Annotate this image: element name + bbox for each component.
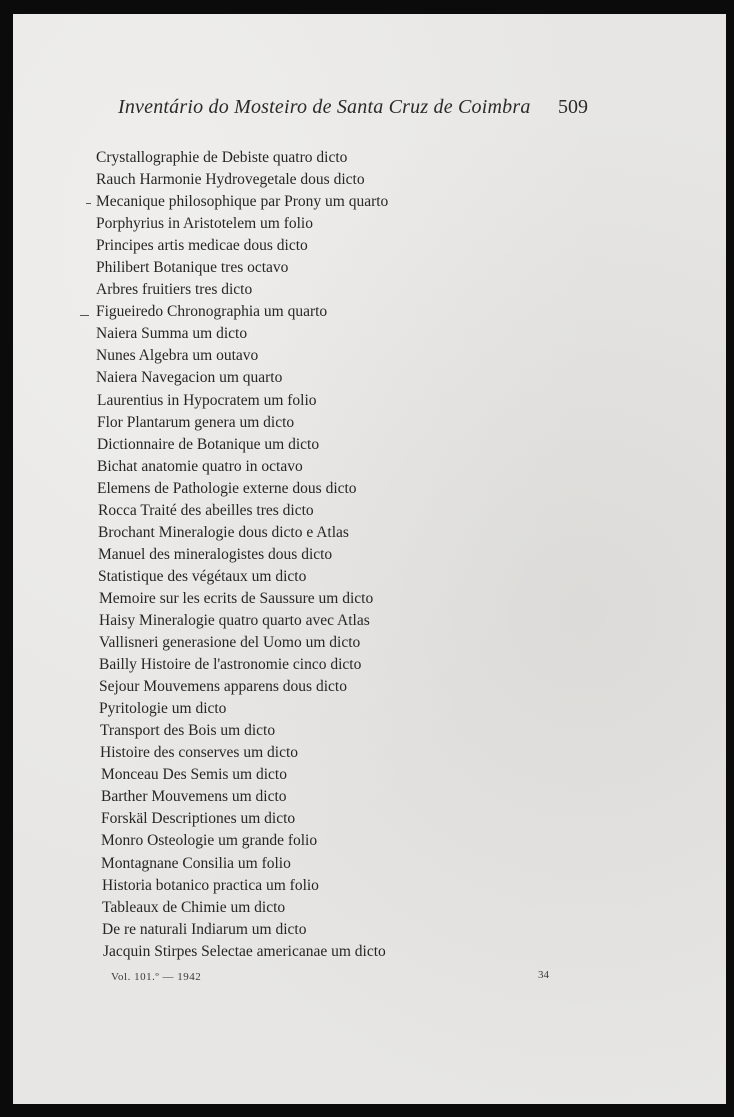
signature-mark: 34 (538, 969, 549, 981)
volume-note: Vol. 101.º — 1942 (111, 971, 202, 983)
list-item: Crystallographie de Debiste quatro dicto (96, 149, 348, 166)
list-item: Philibert Botanique tres octavo (96, 259, 289, 277)
list-item: Montagnane Consilia um folio (101, 854, 291, 872)
list-item: Histoire des conserves um dicto (100, 744, 299, 762)
list-item: Barther Mouvemens um dicto (101, 788, 287, 806)
list-item: Dictionnaire de Botanique um dicto (97, 435, 320, 453)
margin-tick-mark (80, 315, 89, 316)
list-item: Flor Plantarum genera um dicto (97, 413, 295, 431)
list-item: Naiera Navegacion um quarto (96, 369, 283, 387)
list-item: Tableaux de Chimie um dicto (102, 898, 286, 916)
list-item: Monceau Des Semis um dicto (101, 766, 287, 784)
margin-tick-mark (86, 203, 91, 204)
list-item: Rocca Traité des abeilles tres dicto (98, 501, 314, 519)
list-item: Nunes Algebra um outavo (96, 347, 259, 365)
list-item: Memoire sur les ecrits de Saussure um dicto (99, 589, 374, 607)
list-item: Statistique des végétaux um dicto (98, 567, 307, 585)
list-item: Jacquin Stirpes Selectae americanae um dicto (103, 942, 386, 960)
list-item: Porphyrius in Aristotelem um folio (96, 215, 313, 233)
inventory-list (96, 147, 388, 963)
list-item: Forskäl Descriptiones um dicto (101, 810, 296, 828)
list-item: Principes artis medicae dous dicto (96, 237, 308, 255)
list-item: Sejour Mouvemens apparens dous dicto (99, 678, 347, 696)
list-item: Monro Osteologie um grande folio (101, 832, 318, 850)
list-item: Rauch Harmonie Hydrovegetale dous dicto (96, 171, 365, 189)
list-item: Vallisneri generasione del Uomo um dicto (99, 634, 361, 652)
list-item: Manuel des mineralogistes dous dicto (98, 545, 333, 563)
list-item: De re naturali Indiarum um dicto (102, 920, 307, 938)
running-header (118, 96, 588, 119)
list-item: Naiera Summa um dicto (96, 325, 248, 343)
list-item: Arbres fruitiers tres dicto (96, 281, 253, 299)
list-item: Figueiredo Chronographia um quarto (96, 303, 328, 321)
list-item: Brochant Mineralogie dous dicto e Atlas (98, 523, 349, 541)
list-item: Laurentius in Hypocratem um folio (97, 391, 317, 409)
list-item: Elemens de Pathologie externe dous dicto (97, 479, 357, 497)
list-item: Bichat anatomie quatro in octavo (97, 457, 303, 475)
running-title: Inventário do Mosteiro de Santa Cruz de Coimbra (118, 96, 531, 118)
list-item: Mecanique philosophique par Prony um quarto (96, 193, 389, 211)
list-item: Haisy Mineralogie quatro quarto avec Atlas (99, 611, 370, 629)
list-item: Transport des Bois um dicto (100, 722, 276, 740)
page-number: 509 (558, 96, 588, 118)
list-item: Historia botanico practica um folio (102, 876, 319, 894)
list-item: Bailly Histoire de l'astronomie cinco dicto (99, 656, 362, 674)
document-page (13, 14, 726, 1104)
list-item: Pyritologie um dicto (99, 700, 227, 718)
